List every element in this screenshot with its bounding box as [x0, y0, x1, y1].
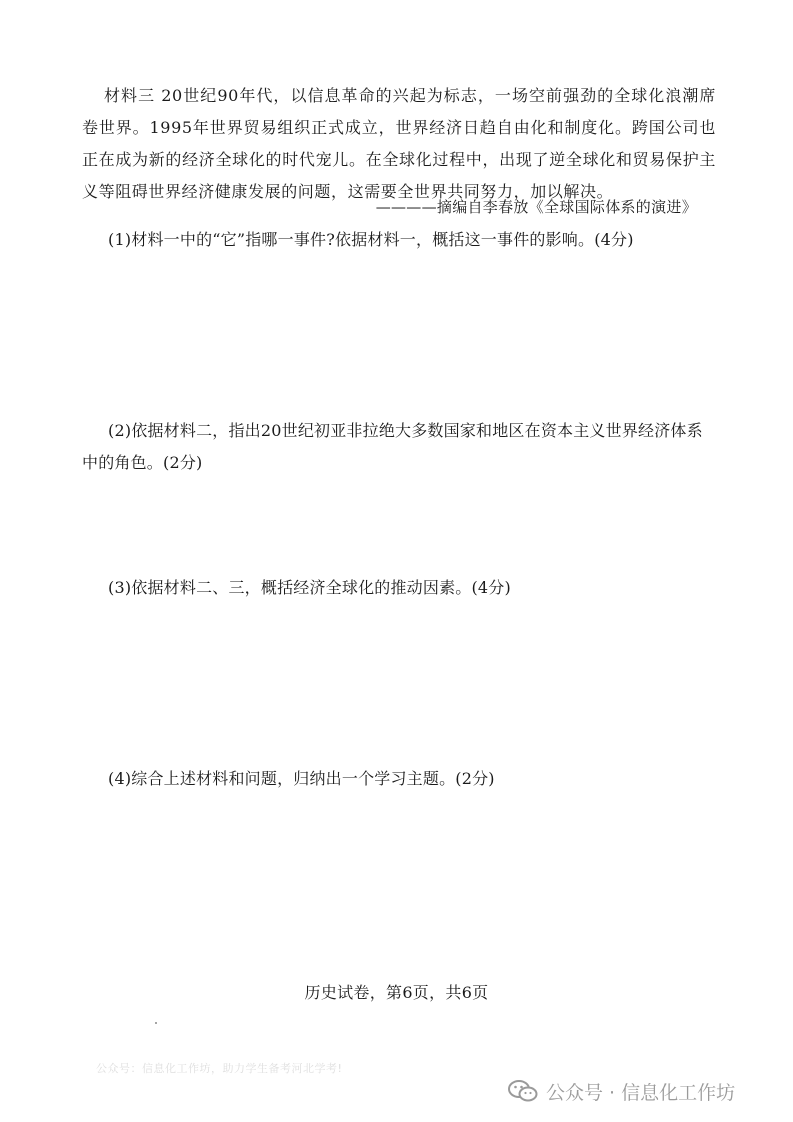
question-4: (4)综合上述材料和问题，归纳出一个学习主题。(2分): [108, 769, 495, 788]
question-2: (2)依据材料二，指出20世纪初亚非拉绝大多数国家和地区在资本主义世界经济体系中的角色。(2分): [82, 421, 703, 472]
watermark-badge: [508, 1076, 735, 1106]
material-three-paragraph: 材料三 20世纪90年代，以信息革命的兴起为标志，一场空前强劲的全球化浪潮席卷世界。1995年世界贸易组织正式成立，世界经济日趋自由化和制度化。跨国公司也正在成为新的经济全球化的时代宠儿。在全球化过程中，出现了逆全球化和贸易保护主义等阻碍世界经济健康发展的问题，这需要全世界共同努力，加以解决。: [82, 86, 716, 201]
question-1: (1)材料一中的“它”指哪一事件?依据材料一，概括这一事件的影响。(4分): [108, 230, 634, 249]
wechat-icon: [508, 1079, 538, 1103]
watermark-badge-text: 公众号 · 信息化工作坊: [546, 1081, 736, 1104]
page-footer: 历史试卷，第6页，共6页: [304, 983, 489, 1002]
faint-watermark-text: 公众号：信息化工作坊，助力学生备考河北学考!: [96, 1062, 343, 1075]
question-3: (3)依据材料二、三，概括经济全球化的推动因素。(4分): [108, 578, 511, 597]
stray-dot: [155, 1022, 157, 1024]
material-three-citation: ————摘编自李春放《全球国际体系的演进》: [375, 198, 697, 216]
